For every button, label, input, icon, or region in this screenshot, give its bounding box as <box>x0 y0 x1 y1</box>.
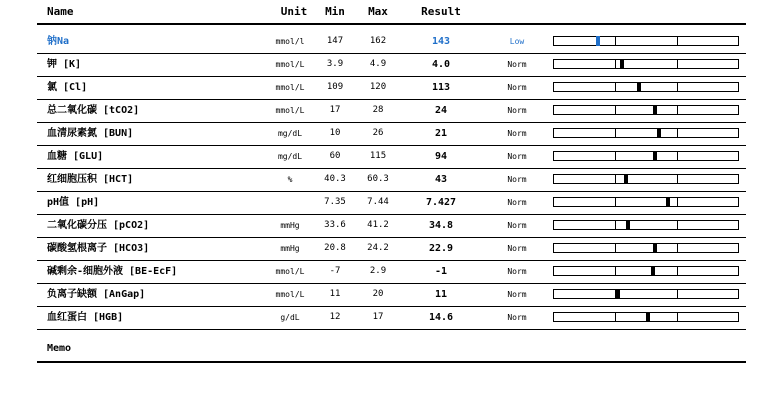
table-row <box>37 306 746 330</box>
table-row <box>37 237 746 261</box>
row-min: 17 <box>329 105 341 115</box>
row-max: 4.9 <box>369 59 387 69</box>
row-min: 12 <box>329 312 341 322</box>
row-unit: % <box>287 175 293 184</box>
range-bar-divider <box>615 175 616 183</box>
row-min: 33.6 <box>324 220 346 230</box>
row-result: 43 <box>434 174 448 185</box>
row-result: 11 <box>434 289 448 300</box>
row-result: 143 <box>431 36 451 47</box>
table-row <box>37 168 746 192</box>
range-bar-divider <box>677 106 678 114</box>
row-max: 20 <box>372 289 384 299</box>
result-marker <box>637 82 641 92</box>
row-min: 10 <box>329 128 341 138</box>
row-flag: Norm <box>507 175 527 184</box>
header-max: Max <box>368 5 388 18</box>
row-unit: mg/dL <box>277 152 303 161</box>
result-marker <box>620 59 624 69</box>
range-bar <box>553 105 739 115</box>
range-bar <box>553 82 739 92</box>
range-bar-divider <box>615 198 616 206</box>
result-marker <box>653 243 657 253</box>
row-flag: Norm <box>507 106 527 115</box>
range-bar-divider <box>615 129 616 137</box>
row-min: 60 <box>329 151 341 161</box>
header-name: Name <box>47 5 74 18</box>
row-name: 二氧化碳分压 [pCO2] <box>47 220 150 231</box>
range-bar <box>553 36 739 46</box>
result-marker <box>624 174 628 184</box>
row-min: 40.3 <box>324 174 346 184</box>
range-bar-divider <box>677 37 678 45</box>
range-bar-divider <box>677 198 678 206</box>
range-bar <box>553 289 739 299</box>
row-max: 162 <box>369 36 387 46</box>
row-name: pH值 [pH] <box>47 197 100 208</box>
row-unit <box>265 191 315 214</box>
header-result: Result <box>421 5 461 18</box>
row-result: -1 <box>434 266 448 277</box>
range-bar <box>553 151 739 161</box>
row-result: 22.9 <box>428 243 454 254</box>
row-unit: mmol/L <box>275 83 305 92</box>
range-bar-divider <box>677 60 678 68</box>
row-name: 碱剩余-细胞外液 [BE-EcF] <box>47 266 178 277</box>
range-bar <box>553 128 739 138</box>
row-min: 147 <box>326 36 344 46</box>
row-max: 7.44 <box>367 197 389 207</box>
row-flag: Low <box>509 37 525 46</box>
row-name: 钾 [K] <box>47 59 82 70</box>
header-top-rule <box>37 23 746 25</box>
row-flag: Norm <box>507 313 527 322</box>
range-bar-divider <box>615 106 616 114</box>
row-max: 115 <box>369 151 387 161</box>
row-min: 11 <box>329 289 341 299</box>
row-min: 20.8 <box>324 243 346 253</box>
row-unit: mmol/L <box>275 267 305 276</box>
row-max: 26 <box>372 128 384 138</box>
range-bar-divider <box>677 290 678 298</box>
row-result: 113 <box>431 82 451 93</box>
row-result: 21 <box>434 128 448 139</box>
result-marker <box>646 312 650 322</box>
range-bar-divider <box>615 37 616 45</box>
row-unit: mmHg <box>280 221 300 230</box>
result-marker <box>657 128 661 138</box>
range-bar-divider <box>615 83 616 91</box>
table-row <box>37 191 746 215</box>
range-bar-divider <box>615 267 616 275</box>
row-result: 14.6 <box>428 312 454 323</box>
row-name: 负离子缺额 [AnGap] <box>47 289 146 300</box>
row-max: 2.9 <box>369 266 387 276</box>
row-min: 3.9 <box>326 59 344 69</box>
row-min: 7.35 <box>324 197 346 207</box>
row-unit: mg/dL <box>277 129 303 138</box>
memo-label: Memo <box>47 343 72 354</box>
range-bar <box>553 197 739 207</box>
range-bar-divider <box>677 83 678 91</box>
range-bar-divider <box>677 221 678 229</box>
range-bar <box>553 266 739 276</box>
row-min: -7 <box>329 266 341 276</box>
range-bar <box>553 243 739 253</box>
header-min: Min <box>325 5 345 18</box>
row-max: 120 <box>369 82 387 92</box>
table-row <box>37 145 746 169</box>
range-bar-divider <box>677 129 678 137</box>
row-unit: mmol/l <box>275 37 305 46</box>
row-flag: Norm <box>507 198 527 207</box>
row-flag: Norm <box>507 244 527 253</box>
row-min: 109 <box>326 82 344 92</box>
range-bar-divider <box>677 152 678 160</box>
table-row <box>37 76 746 100</box>
range-bar-divider <box>677 267 678 275</box>
result-marker <box>616 289 620 299</box>
row-name: 氯 [Cl] <box>47 82 88 93</box>
range-bar-divider <box>677 175 678 183</box>
row-max: 24.2 <box>367 243 389 253</box>
result-marker <box>653 151 657 161</box>
row-unit: mmHg <box>280 244 300 253</box>
row-flag: Norm <box>507 221 527 230</box>
row-max: 60.3 <box>367 174 389 184</box>
table-row <box>37 99 746 123</box>
range-bar <box>553 59 739 69</box>
row-result: 94 <box>434 151 448 162</box>
range-bar-divider <box>615 313 616 321</box>
row-unit: mmol/L <box>275 106 305 115</box>
row-name: 碳酸氢根离子 [HCO3] <box>47 243 150 254</box>
range-bar-divider <box>615 60 616 68</box>
table-row <box>37 260 746 284</box>
result-marker <box>653 105 657 115</box>
row-flag: Norm <box>507 152 527 161</box>
header-unit: Unit <box>280 5 308 18</box>
range-bar <box>553 312 739 322</box>
table-row <box>37 283 746 307</box>
range-bar <box>553 220 739 230</box>
row-max: 17 <box>372 312 384 322</box>
row-name: 红细胞压积 [HCT] <box>47 174 134 185</box>
row-result: 34.8 <box>428 220 454 231</box>
range-bar-divider <box>677 313 678 321</box>
result-marker <box>666 197 670 207</box>
row-name: 总二氧化碳 [tCO2] <box>47 105 140 116</box>
range-bar-divider <box>615 221 616 229</box>
result-marker <box>626 220 630 230</box>
result-marker <box>651 266 655 276</box>
row-result: 24 <box>434 105 448 116</box>
row-flag: Norm <box>507 129 527 138</box>
bottom-rule <box>37 361 746 363</box>
row-flag: Norm <box>507 60 527 69</box>
table-row <box>37 30 746 54</box>
result-marker <box>596 36 600 46</box>
row-name: 血清尿素氮 [BUN] <box>47 128 134 139</box>
row-max: 28 <box>372 105 384 115</box>
row-name: 血红蛋白 [HGB] <box>47 312 124 323</box>
row-unit: g/dL <box>280 313 300 322</box>
row-flag: Norm <box>507 267 527 276</box>
table-row <box>37 122 746 146</box>
row-name: 钠Na <box>47 36 70 47</box>
row-max: 41.2 <box>367 220 389 230</box>
row-name: 血糖 [GLU] <box>47 151 104 162</box>
row-result: 4.0 <box>431 59 451 70</box>
row-unit: mmol/L <box>275 290 305 299</box>
row-flag: Norm <box>507 83 527 92</box>
range-bar <box>553 174 739 184</box>
row-result: 7.427 <box>425 197 457 208</box>
row-unit: mmol/L <box>275 60 305 69</box>
range-bar-divider <box>615 244 616 252</box>
range-bar-divider <box>677 244 678 252</box>
table-row <box>37 214 746 238</box>
row-flag: Norm <box>507 290 527 299</box>
range-bar-divider <box>615 152 616 160</box>
table-row <box>37 53 746 77</box>
